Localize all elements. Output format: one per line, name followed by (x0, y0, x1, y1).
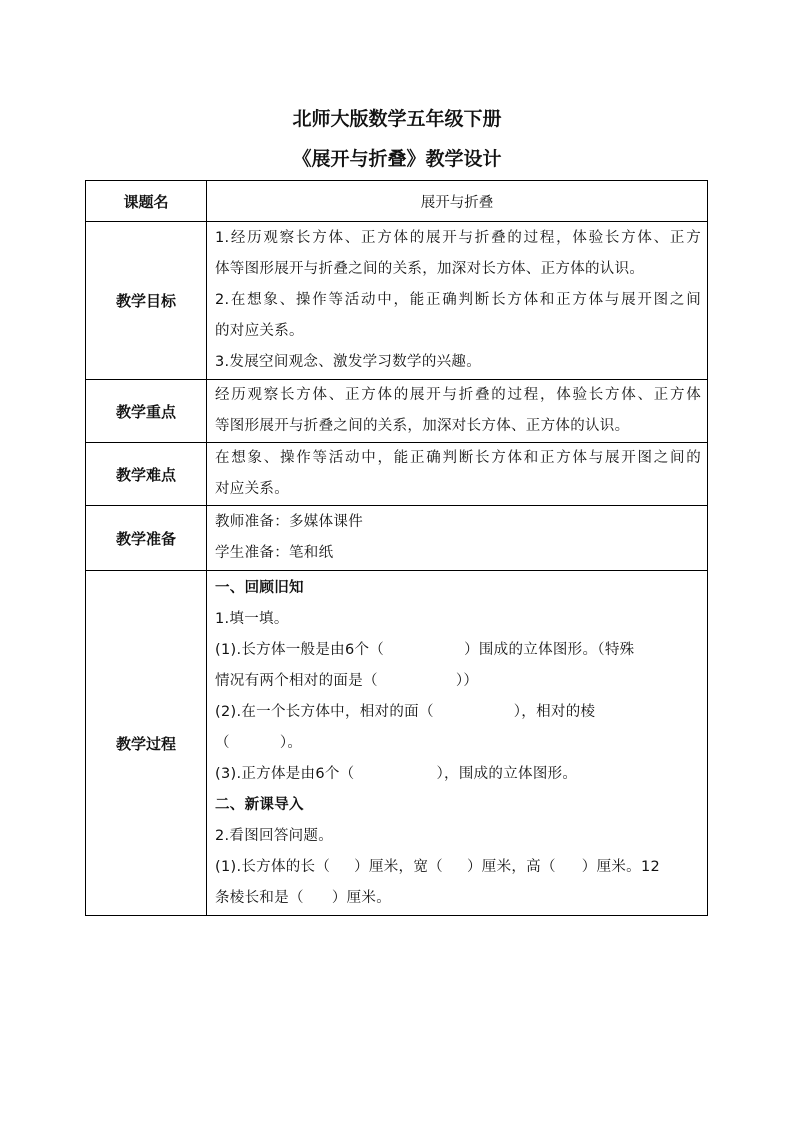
question-line (215, 728, 701, 759)
question-text: (2).在一个长方体中，相对的面（ (215, 703, 434, 720)
question-text: ）厘米。12 (581, 858, 661, 875)
question-text: （ (215, 734, 230, 751)
row-goals (86, 222, 708, 380)
question-line (215, 852, 701, 883)
question-text: 条棱长和是（ (215, 889, 304, 906)
goals-content (207, 222, 708, 380)
question-line (215, 635, 701, 666)
topic-value: 展开与折叠 (207, 181, 708, 222)
goals-line: 的对应关系。 (215, 323, 304, 339)
prep-content (207, 506, 708, 571)
question-line (215, 666, 701, 697)
goals-line: 体等图形展开与折叠之间的关系，加深对长方体、正方体的认识。 (215, 261, 645, 277)
process-label: 教学过程 (86, 571, 207, 916)
question-text: ），围成的立体图形。 (436, 765, 578, 782)
row-process (86, 571, 708, 916)
question-text: ）） (455, 672, 479, 689)
key-line: 经历观察长方体、正方体的展开与折叠的过程，体验长方体、正方体 (215, 387, 701, 403)
question-text: 情况有两个相对的面是（ (215, 672, 378, 689)
goals-line: 2.在想象、操作等活动中，能正确判断长方体和正方体与展开图之间 (215, 292, 701, 308)
question-text: (1).长方体一般是由6个（ (215, 641, 385, 658)
question-line (215, 883, 701, 914)
section-heading: 一、回顾旧知 (215, 579, 304, 596)
document-title: 北师大版数学五年级下册 (292, 108, 502, 130)
process-content (207, 571, 708, 916)
question-text: (1).长方体的长（ (215, 858, 331, 875)
question-heading: 1.填一填。 (215, 610, 289, 627)
goals-line: 3.发展空间观念、激发学习数学的兴趣。 (215, 354, 482, 370)
difficulty-line: 在想象、操作等活动中，能正确判断长方体和正方体与展开图之间的 (215, 450, 701, 466)
question-text: ）厘米，高（ (466, 858, 556, 875)
question-text: ），相对的棱 (513, 703, 596, 720)
question-heading: 2.看图回答问题。 (215, 827, 334, 844)
key-label: 教学重点 (86, 380, 207, 443)
prep-line: 教师准备：多媒体课件 (215, 514, 363, 530)
question-text: ）。 (279, 734, 303, 751)
difficulty-label: 教学难点 (86, 443, 207, 506)
topic-label: 课题名 (86, 181, 207, 222)
question-line (215, 697, 701, 728)
key-content (207, 380, 708, 443)
question-line (215, 759, 701, 790)
row-preparation (86, 506, 708, 571)
section-heading: 二、新课导入 (215, 796, 304, 813)
difficulty-content (207, 443, 708, 506)
lesson-plan-table (85, 180, 708, 916)
key-line: 等图形展开与折叠之间的关系，加深对长方体、正方体的认识。 (215, 418, 630, 434)
goals-label: 教学目标 (86, 222, 207, 380)
question-text: (3).正方体是由6个（ (215, 765, 355, 782)
prep-line: 学生准备：笔和纸 (215, 545, 334, 561)
row-key-points (86, 380, 708, 443)
prep-label: 教学准备 (86, 506, 207, 571)
difficulty-line: 对应关系。 (215, 481, 289, 497)
row-difficulty (86, 443, 708, 506)
goals-line: 1.经历观察长方体、正方体的展开与折叠的过程，体验长方体、正方 (215, 230, 701, 246)
document-subtitle: 《展开与折叠》教学设计 (292, 148, 502, 170)
question-text: ）围成的立体图形。（特殊 (464, 641, 635, 658)
question-text: ）厘米，宽（ (354, 858, 443, 875)
row-topic (86, 181, 708, 222)
question-text: ）厘米。 (331, 889, 392, 906)
